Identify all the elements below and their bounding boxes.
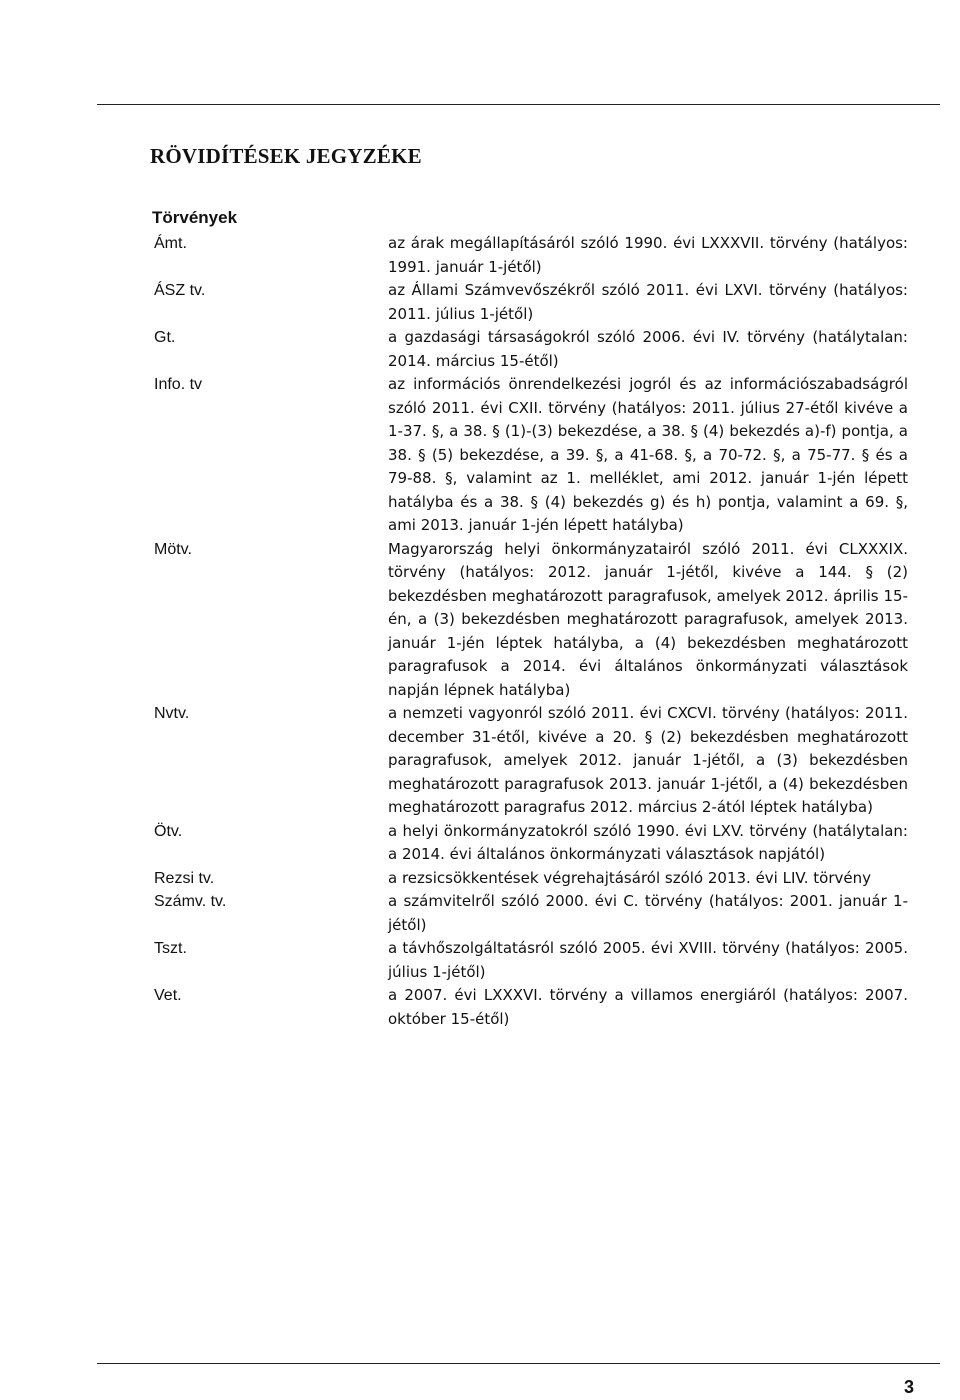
abbreviation-definition: a számvitelről szóló 2000. évi C. törvény (hatályos: 2001. január 1-jétől) — [388, 892, 908, 934]
abbreviation-definition: az Állami Számvevőszékről szóló 2011. évi LXVI. törvény (hatályos: 2011. július 1-jétől) — [388, 281, 908, 323]
abbreviation-term: Mötv. — [154, 540, 192, 558]
abbreviation-term: ÁSZ tv. — [154, 282, 206, 299]
abbreviation-definition: az árak megállapításáról szóló 1990. évi LXXXVII. törvény (hatályos: 1991. január 1-jétől) — [388, 234, 908, 276]
abbreviation-term: Nvtv. — [154, 705, 190, 722]
abbreviation-entry — [154, 702, 914, 820]
abbreviation-definition: az információs önrendelkezési jogról és az információszabadságról szóló 2011. évi CXII. törvény (hatályos: 2011. július 27-étől kivéve a 1-37. §, a 38. § (1)-(3) bekezdése, a 38. § (4) bekezdés a)-f) pontja, a 38. § (5) bekezdése, a 39. §, a 41-68. §, a 70-72. §, a 75-77. § és a 79-88. §, valamint az 1. melléklet, ami 2012. január 1-jén lépett hatályba és a 38. § (4) bekezdés g) és h) pontja, valamint a 69. §, ami 2013. január 1-jén lépett hatályba) — [388, 375, 908, 534]
abbreviation-entry — [154, 279, 914, 326]
abbreviation-entry — [154, 867, 914, 891]
abbreviation-term: Tszt. — [154, 940, 187, 957]
abbreviation-entry — [154, 890, 914, 937]
abbreviation-entry — [154, 326, 914, 373]
abbreviation-term: Rezsi tv. — [154, 869, 215, 887]
abbreviation-entry — [154, 820, 914, 867]
abbreviation-entry — [154, 984, 914, 1031]
abbreviation-term: Ötv. — [154, 822, 183, 840]
abbreviation-term: Számv. tv. — [154, 893, 227, 910]
abbreviation-list — [154, 232, 914, 1031]
abbreviation-term: Vet. — [154, 987, 182, 1004]
abbreviation-term: Info. tv — [154, 376, 203, 393]
header-rule — [97, 104, 940, 105]
abbreviation-entry — [154, 232, 914, 279]
abbreviation-definition: a 2007. évi LXXXVI. törvény a villamos energiáról (hatályos: 2007. október 15-étől) — [388, 986, 908, 1028]
abbreviation-definition: Magyarország helyi önkormányzatairól szóló 2011. évi CLXXXIX. törvény (hatályos: 2012. január 1-jétől, kivéve a 144. § (2) bekezdésben meghatározott paragrafusok, amelyek 2012. április 15-én, a (3) bekezdésben meghatározott paragrafusok, amelyek 2013. január 1-jén léptek hatályba, a (4) bekezdésben meghatározott paragrafusok a 2014. évi általános önkormányzati választások napján lépnek hatályba) — [388, 539, 908, 699]
abbreviation-definition: a rezsicsökkentések végrehajtásáról szóló 2013. évi LIV. törvény — [388, 868, 871, 887]
abbreviation-entry — [154, 373, 914, 538]
abbreviation-definition: a távhőszolgáltatásról szóló 2005. évi XVIII. törvény (hatályos: 2005. július 1-jétől) — [388, 939, 908, 981]
abbreviation-term: Ámt. — [154, 235, 187, 252]
page-number: 3 — [903, 1377, 914, 1397]
abbreviation-definition: a gazdasági társaságokról szóló 2006. évi IV. törvény (hatálytalan: 2014. március 15-étől) — [388, 328, 908, 370]
footer-rule — [97, 1363, 940, 1364]
document-title: RÖVIDÍTÉSEK JEGYZÉKE — [150, 144, 422, 168]
abbreviation-entry — [154, 538, 914, 703]
abbreviation-definition: a nemzeti vagyonról szóló 2011. évi CXCVI. törvény (hatályos: 2011. december 31-étől, kivéve a 20. § (2) bekezdésben meghatározott paragrafusok, amelyek 2012. január 1-jétől, a (3) bekezdésben meghatározott paragrafusok 2013. január 1-jétől, a (4) bekezdésben meghatározott paragrafus 2012. március 2-ától léptek hatályba) — [388, 704, 908, 816]
abbreviation-term: Gt. — [154, 329, 176, 346]
abbreviation-definition: a helyi önkormányzatokról szóló 1990. évi LXV. törvény (hatálytalan: a 2014. évi általános önkormányzati választások napjától) — [388, 821, 908, 863]
abbreviation-entry — [154, 937, 914, 984]
section-title: Törvények — [152, 208, 238, 227]
